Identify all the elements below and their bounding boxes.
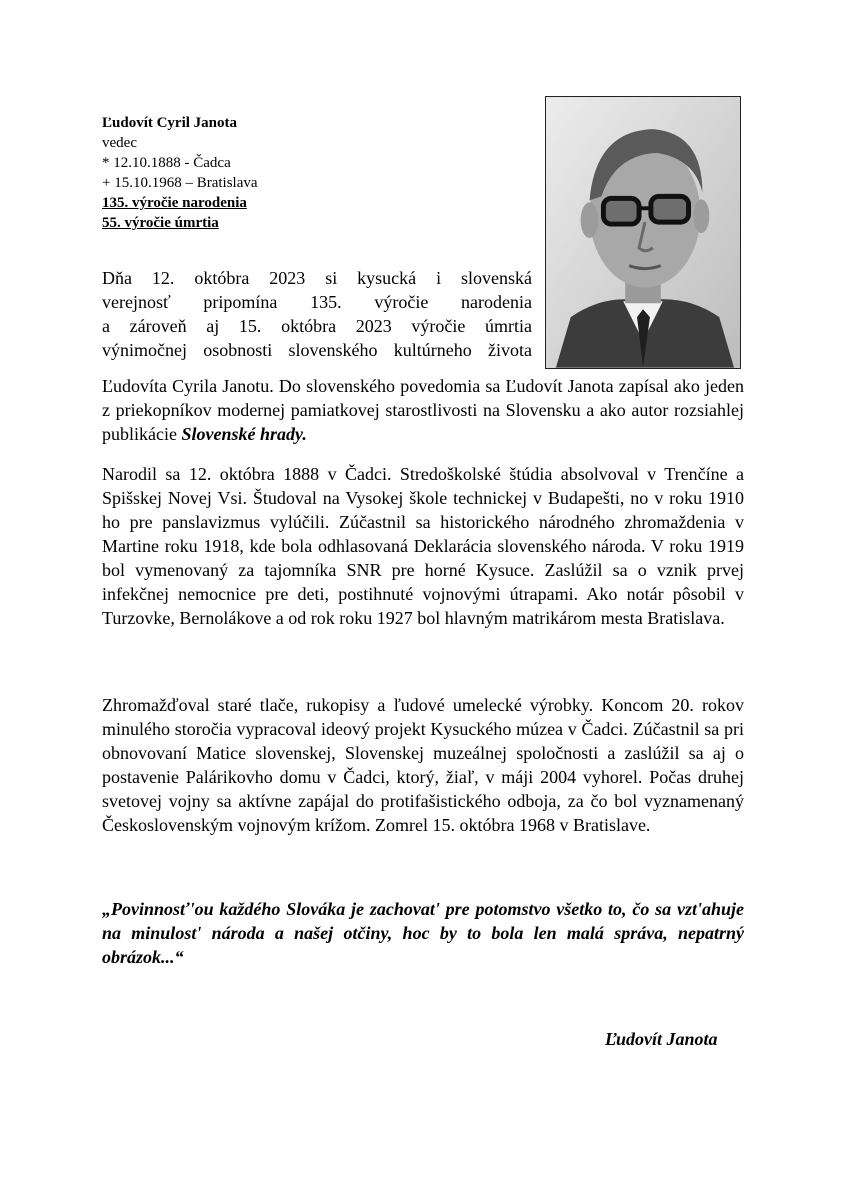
birth-info: * 12.10.1888 - Čadca: [102, 155, 231, 171]
death-info: + 15.10.1968 – Bratislava: [102, 175, 258, 191]
intro-line: výnimočnej osobnosti slovenského kultúrneho života: [102, 340, 532, 360]
birth-anniversary: 135. výročie narodenia: [102, 195, 247, 211]
biography-paragraph: Narodil sa 12. októbra 1888 v Čadci. Stredoškolské štúdia absolvoval v Trenčíne a Spišskej Novej Vsi. Študoval na Vysokej škole technickej v Budapešti, no v roku 1910 ho pre panslavizmus vylúčili. Zúčastnil sa historického národného zhromaždenia v Martine roku 1918, kde bola odhlasovaná Deklarácia slovenského národa. V roku 1919 bol vymenovaný za tajomníka SNR pre horné Kysuce. Zaslúžil sa o vznik prvej infekčnej nemocnice pre deti, postihnuté vojnovými útrapami. Ako notár pôsobil v Turzovke, Bernolákove a od rok roku 1927 bol hlavným matrikárom mesta Bratislava.: [102, 464, 744, 628]
signature: Ľudovít Janota: [605, 1029, 718, 1049]
intro-paragraph-bottom: [102, 374, 744, 446]
portrait-image: [546, 97, 740, 368]
intro-line: verejnosť pripomína 135. výročie narodenia: [102, 292, 532, 312]
intro-line: Dňa 12. októbra 2023 si kysucká i slovenská: [102, 268, 532, 288]
quote: „Povinnosť'ou každého Slováka je zachovat' pre potomstvo všetko to, čo sa vzt'ahuje na minulost' národa a našej otčiny, hoc by to bola len malá správa, nepatrný obrázok...“: [102, 899, 744, 967]
person-role: vedec: [102, 135, 137, 151]
person-name: Ľudovít Cyril Janota: [102, 115, 238, 131]
intro-line: a zároveň aj 15. októbra 2023 výročie úmrtia: [102, 316, 532, 336]
career-paragraph: Zhromažďoval staré tlače, rukopisy a ľudové umelecké výrobky. Koncom 20. rokov minulého storočia vypracoval ideový projekt Kysuckého múzea v Čadci. Zúčastnil sa pri obnovovaní Matice slovenskej, Slovenskej muzeálnej spoločnosti a zaslúžil sa aj o postavenie Palárikovho domu v Čadci, ktorý, žiaľ, v máji 2004 vyhorel. Počas druhej svetovej vojny sa aktívne zapájal do protifašistického odboja, za čo bol vyznamenaný Československým vojnovým krížom. Zomrel 15. októbra 1968 v Bratislave.: [102, 695, 744, 835]
intro-text: Ľudovíta Cyrila Janotu. Do slovenského povedomia sa Ľudovít Janota zapísal ako jeden z priekopníkov modernej pamiatkovej starostlivosti na Slovensku a ako autor rozsiahlej publikácie: [102, 376, 744, 444]
intro-end: .: [302, 424, 307, 444]
death-anniversary: 55. výročie úmrtia: [102, 215, 219, 231]
portrait-photo: [545, 96, 741, 369]
book-title: Slovenské hrady: [181, 424, 303, 444]
header-block: [102, 113, 258, 233]
intro-paragraph-top: [102, 266, 532, 362]
